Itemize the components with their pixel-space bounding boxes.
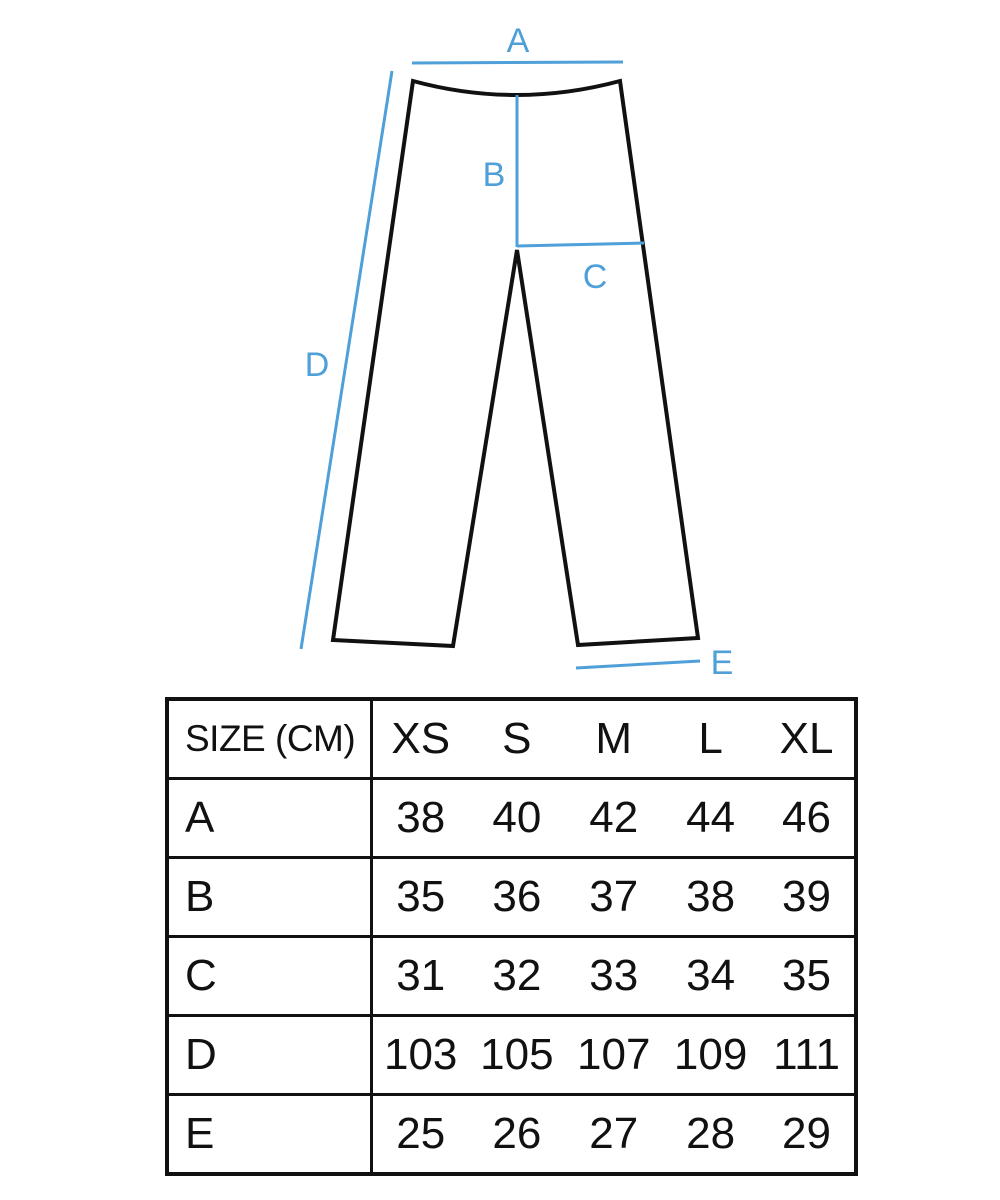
measure-value: 31 bbox=[372, 937, 469, 1016]
measurement-label-a: A bbox=[506, 22, 530, 60]
table-row-e bbox=[167, 1095, 856, 1175]
measure-value: 25 bbox=[372, 1095, 469, 1175]
measure-value: 32 bbox=[468, 937, 565, 1016]
measure-value: 105 bbox=[468, 1016, 565, 1095]
measurement-label-d: D bbox=[304, 346, 330, 384]
table-row-a bbox=[167, 779, 856, 858]
measure-value: 39 bbox=[759, 858, 856, 937]
measure-value: 107 bbox=[565, 1016, 662, 1095]
measure-value: 103 bbox=[372, 1016, 469, 1095]
size-col-header-xs: XS bbox=[372, 699, 469, 779]
measure-value: 28 bbox=[662, 1095, 759, 1175]
measure-value: 36 bbox=[468, 858, 565, 937]
measure-value: 37 bbox=[565, 858, 662, 937]
measurement-line-a bbox=[412, 62, 623, 63]
measurement-label-c: C bbox=[582, 258, 608, 296]
measure-value: 42 bbox=[565, 779, 662, 858]
measure-value: 111 bbox=[759, 1016, 856, 1095]
size-col-header-m: M bbox=[565, 699, 662, 779]
measurement-label-b: B bbox=[482, 156, 506, 194]
measure-value: 27 bbox=[565, 1095, 662, 1175]
measure-value: 46 bbox=[759, 779, 856, 858]
measure-value: 33 bbox=[565, 937, 662, 1016]
measure-row-label-c: C bbox=[167, 937, 372, 1016]
size-col-header-xl: XL bbox=[759, 699, 856, 779]
size-unit-header: SIZE (CM) bbox=[167, 699, 372, 779]
size-col-header-s: S bbox=[468, 699, 565, 779]
measure-value: 109 bbox=[662, 1016, 759, 1095]
table-header-row bbox=[167, 699, 856, 779]
measure-value: 29 bbox=[759, 1095, 856, 1175]
size-chart-table bbox=[165, 697, 858, 1176]
measure-value: 40 bbox=[468, 779, 565, 858]
measure-value: 38 bbox=[372, 779, 469, 858]
measure-value: 44 bbox=[662, 779, 759, 858]
measure-value: 34 bbox=[662, 937, 759, 1016]
measure-value: 38 bbox=[662, 858, 759, 937]
measure-row-label-d: D bbox=[167, 1016, 372, 1095]
measure-row-label-b: B bbox=[167, 858, 372, 937]
measure-value: 35 bbox=[759, 937, 856, 1016]
measure-value: 35 bbox=[372, 858, 469, 937]
table-row-d bbox=[167, 1016, 856, 1095]
size-col-header-l: L bbox=[662, 699, 759, 779]
measure-value: 26 bbox=[468, 1095, 565, 1175]
measurement-line-e bbox=[576, 661, 700, 668]
measure-row-label-a: A bbox=[167, 779, 372, 858]
table-row-c bbox=[167, 937, 856, 1016]
measure-row-label-e: E bbox=[167, 1095, 372, 1175]
table-row-b bbox=[167, 858, 856, 937]
measurement-line-c bbox=[517, 243, 644, 246]
measurement-label-e: E bbox=[710, 644, 734, 682]
